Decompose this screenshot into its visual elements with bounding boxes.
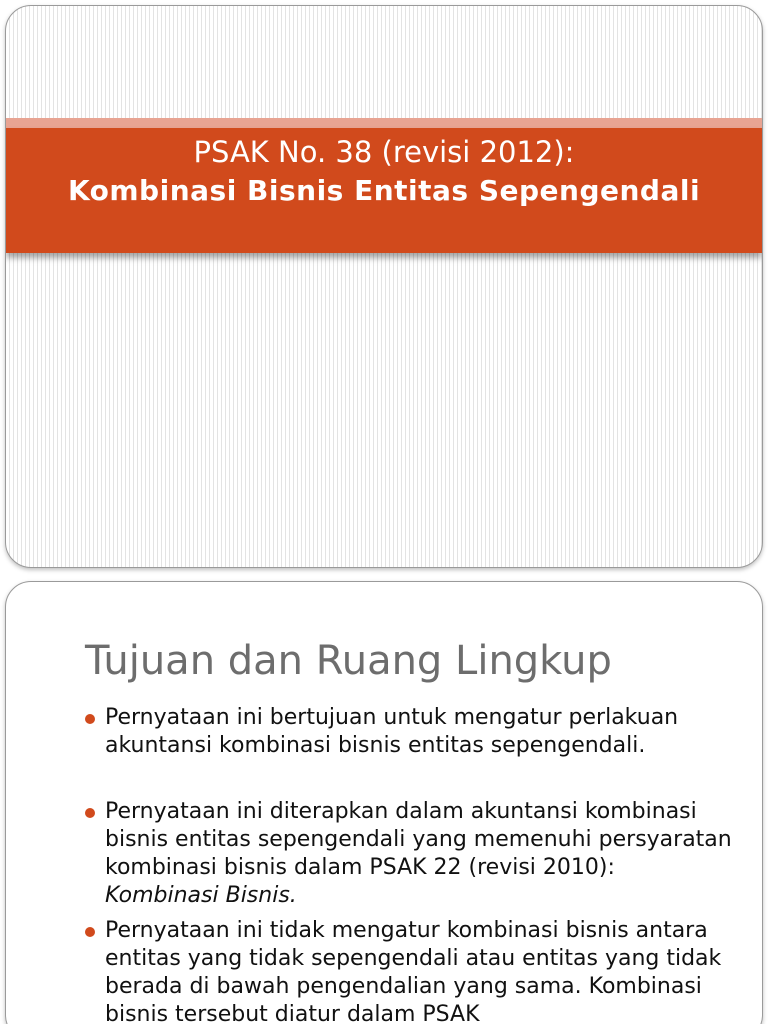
content-slide <box>5 581 763 1024</box>
bullet-item <box>83 798 733 910</box>
bullet-text: Pernyataan ini tidak mengatur kombinasi bisnis antara entitas yang tidak sepengendali atau entitas yang tidak berada di bawah pengendalian yang sama. Kombinasi bisnis tersebut diatur dalam PSAK <box>105 918 722 1024</box>
title-band <box>6 128 762 253</box>
title-band-accent <box>6 118 762 128</box>
bullet-text-container <box>105 798 733 910</box>
bullet-item <box>83 704 733 760</box>
bullet-emphasis-text: Kombinasi Bisnis. <box>105 883 297 908</box>
bullet-item <box>83 917 733 1024</box>
slide-title-line1: PSAK No. 38 (revisi 2012): <box>193 135 575 169</box>
title-slide <box>5 5 763 568</box>
slide-heading: Tujuan dan Ruang Lingkup <box>85 638 612 684</box>
bullet-text: Pernyataan ini bertujuan untuk mengatur perlakuan akuntansi kombinasi bisnis entitas sepengendali. <box>105 705 679 758</box>
bullet-dot-icon <box>85 927 95 937</box>
bullet-text: Pernyataan ini diterapkan dalam akuntansi kombinasi bisnis entitas sepengendali yang memenuhi persyaratan kombinasi bisnis dalam PSAK 22 (revisi 2010): <box>105 799 732 880</box>
bullet-dot-icon <box>85 714 95 724</box>
slide-title-line2: Kombinasi Bisnis Entitas Sepengendali <box>67 174 701 207</box>
bullet-dot-icon <box>85 808 95 818</box>
